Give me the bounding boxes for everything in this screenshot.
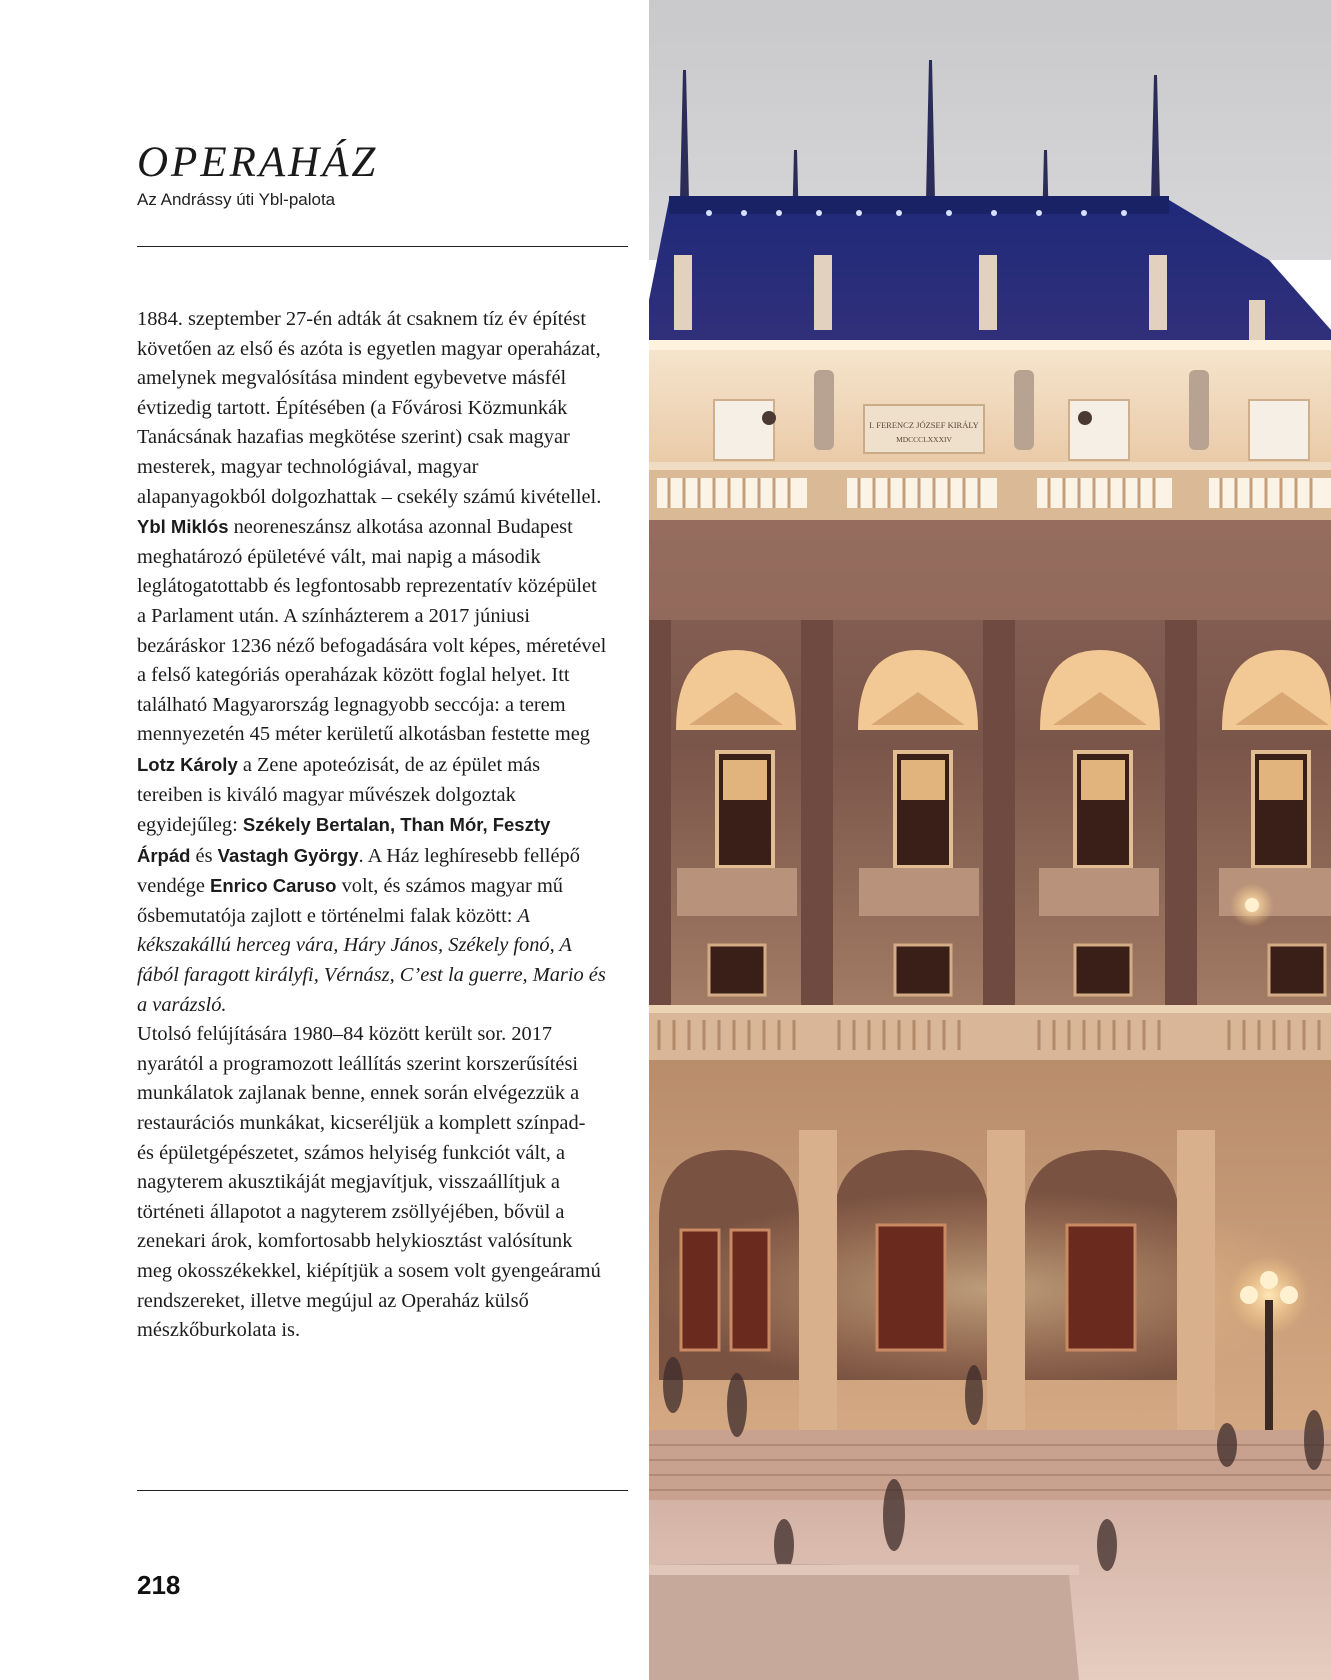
top-divider: [137, 246, 628, 247]
plaque-text: I. FERENCZ JÓZSEF KIRÁLY: [869, 420, 979, 430]
bottom-divider: [137, 1490, 628, 1491]
text-page: [0, 0, 649, 1680]
premiere-titles: A kékszakállú herceg vára, Háry János, Székely fonó, A fából faragott királyfi, Vérnász, C’est la guerre, Mario és a varázsló.: [137, 904, 606, 1016]
name-lotz-karoly: Lotz Károly: [137, 753, 238, 775]
article-paragraph-2: Utolsó felújítására 1980–84 között került sor. 2017 nyarától a programozott leállítás szerint korszerűsítési munkálatok zajlanak benne, ennek során elvégezzük a restaurációs munkákat, kicseréljük a komplett színpad- és épületgépészetet, számos helyiség funkciót vált, a nagyterem akusztikáját megjavítjuk, visszaállítjuk a történeti állapotot a nagyterem zsöllyéjében, bővül a zenekari árok, komfortosabb helykiosztást valósítunk meg okosszékekkel, kiépítjük a sosem volt gyengeáramú rendszereket, illetve megújul az Operaház külső mészkőburkolata is.: [137, 1023, 601, 1342]
name-ybl-miklos: Ybl Miklós: [137, 516, 229, 538]
names-painters: Székely Bertalan, Than Mór, Feszty Árpád: [137, 814, 551, 866]
plaque-year: MDCCCLXXXIV: [896, 435, 952, 444]
article-paragraph-1: 1884. szeptember 27-én adták át csaknem tíz év építést követően az első és azóta is egyetlen magyar operaházat, amelynek megvalósítása mindent egybevetve másfél évtizedig tartott. Építésében (a Fővárosi Közmunkák Tanácsának hazafias megkötése szerint) csak magyar mesterek, magyar technológiával, magyar alapanyagokból dolgozhattak – csekély számú kivétellel. Ybl Miklós neoreneszánsz alkotása azonnal Budapest meghatározó épületévé vált, mai napig a második leglátogatottabb és legfontosabb reprezentatív középület a Parlament után. A színházterem a 2017 júniusi bezáráskor 1236 néző befogadására volt képes, méretével a felső kategóriás operaházak között foglal helyet. Itt található Magyarország legnagyobb seccója: a terem mennyezetén 45 méter kerületű alkotásban festette meg Lotz Károly a Zene apoteózisát, de az épület más tereiben is kiváló magyar művészek dolgoztak egyidejűleg: Székely Bertalan, Than Mór, Feszty Árpád és Vastagh György. A Ház leghíresebb fellépő vendége Enrico Caruso volt, és számos magyar mű ősbemutatója zajlott e történelmi falak között: A kékszakállú herceg vára, Háry János, Székely fonó, A fából faragott királyfi, Vérnász, C’est la guerre, Mario és a varázsló.: [137, 308, 607, 1016]
entrance-doors: [681, 1225, 1135, 1350]
page-title: OPERAHÁZ: [137, 139, 379, 186]
opera-house-photo: [649, 0, 1331, 1680]
name-enrico-caruso: Enrico Caruso: [210, 875, 337, 897]
page-subtitle: Az Andrássy úti Ybl-palota: [137, 190, 336, 209]
name-vastagh-gyorgy: Vastagh György: [217, 844, 359, 866]
page-number: 218: [137, 1570, 181, 1600]
article-body: [137, 305, 607, 1346]
